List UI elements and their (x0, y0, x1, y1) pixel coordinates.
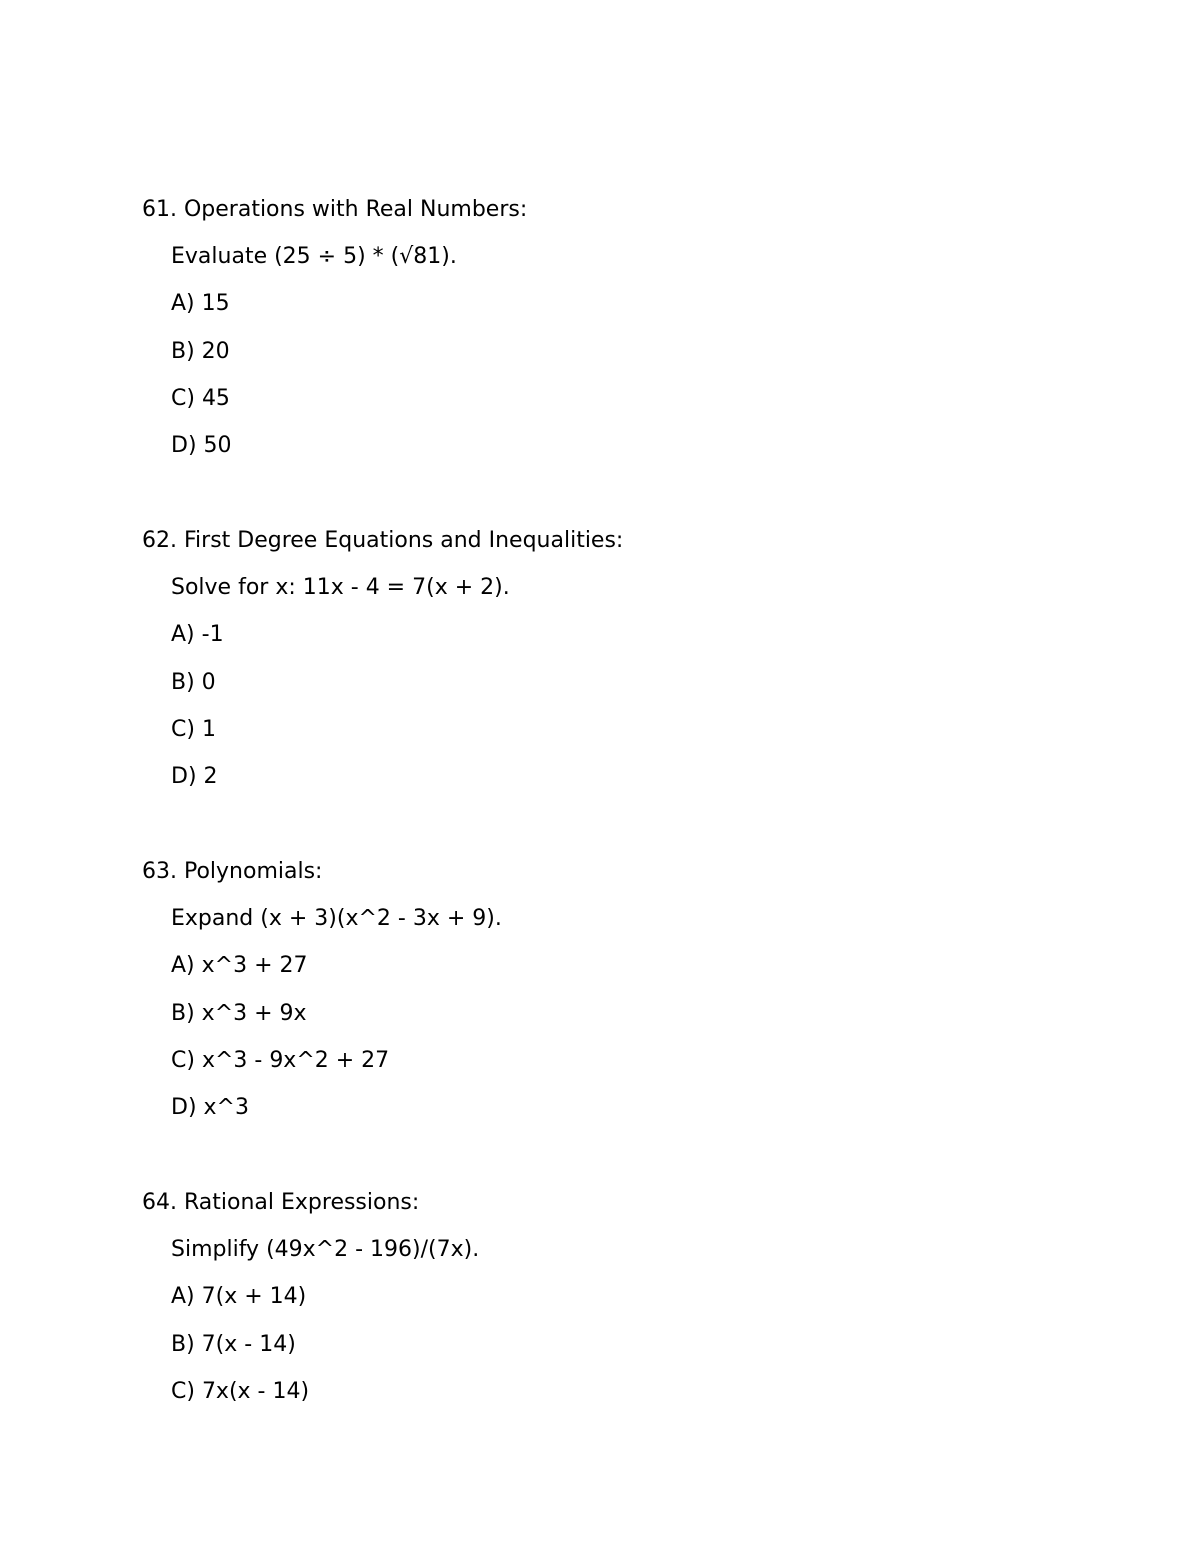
question-62 (142, 517, 1042, 800)
question-heading: 62. First Degree Equations and Inequalities: (142, 528, 624, 553)
answer-option-a: A) -1 (171, 622, 224, 648)
answer-option-a: A) x^3 + 27 (171, 953, 308, 979)
answer-option-d: D) x^3 (171, 1094, 249, 1120)
answer-option-b: B) 7(x - 14) (171, 1331, 296, 1357)
question-63 (142, 848, 1042, 1131)
question-61 (142, 186, 1042, 469)
answer-option-b: B) 20 (171, 338, 230, 364)
question-heading: 64. Rational Expressions: (142, 1190, 420, 1215)
answer-option-b: B) 0 (171, 669, 216, 695)
answer-option-a: A) 7(x + 14) (171, 1284, 307, 1310)
answer-option-c: C) x^3 - 9x^2 + 27 (171, 1047, 390, 1073)
answer-option-c: C) 1 (171, 716, 216, 742)
answer-option-d: D) 2 (171, 763, 218, 789)
question-heading: 61. Operations with Real Numbers: (142, 197, 528, 222)
answer-option-b: B) x^3 + 9x (171, 1000, 307, 1026)
answer-option-c: C) 7x(x - 14) (171, 1378, 310, 1404)
answer-option-c: C) 45 (171, 385, 230, 411)
question-prompt: Simplify (49x^2 - 196)/(7x). (171, 1237, 480, 1263)
question-prompt: Evaluate (25 ÷ 5) * (√81). (171, 244, 457, 270)
answer-option-a: A) 15 (171, 291, 230, 317)
question-prompt: Expand (x + 3)(x^2 - 3x + 9). (171, 906, 502, 932)
question-prompt: Solve for x: 11x - 4 = 7(x + 2). (171, 575, 510, 601)
question-heading: 63. Polynomials: (142, 859, 323, 884)
question-64 (142, 1179, 1042, 1415)
answer-option-d: D) 50 (171, 432, 232, 458)
